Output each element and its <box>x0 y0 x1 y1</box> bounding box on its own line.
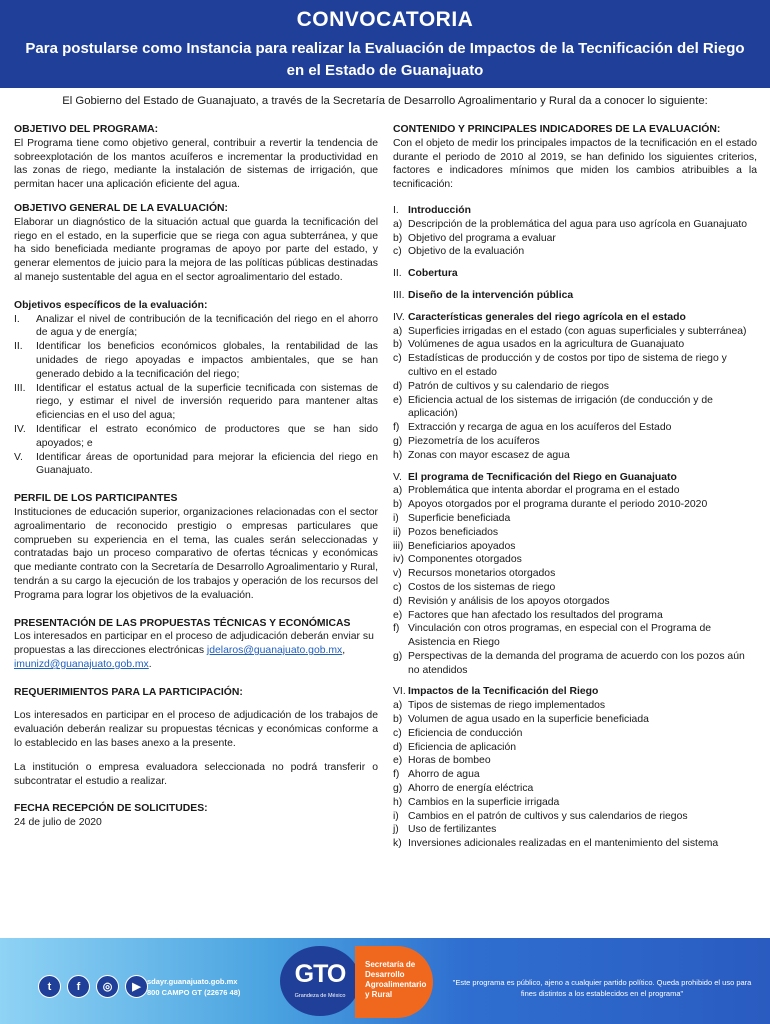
item-text: Recursos monetarios otorgados <box>408 568 556 580</box>
item-letter: d) <box>393 380 403 392</box>
item-letter: i) <box>393 512 399 524</box>
section-title: Introducción <box>408 204 471 216</box>
fecha-title: FECHA RECEPCIÓN DE SOLICITUDES: <box>14 803 208 815</box>
indicadores-sections <box>393 192 757 851</box>
section-roman: I. <box>393 204 399 216</box>
section-heading <box>393 685 757 699</box>
item-letter: f) <box>393 422 400 434</box>
item-text: Objetivo de la evaluación <box>408 246 525 258</box>
item-text: Eficiencia actual de los sistemas de irrigación (de conducción y de aplicación) <box>408 394 713 420</box>
item-letter: h) <box>393 449 403 461</box>
section-item <box>393 218 757 232</box>
instagram-icon[interactable]: ◎ <box>96 975 119 998</box>
secretaria-line: Agroalimentario <box>365 980 427 989</box>
item-text: Problemática que intenta abordar el programa en el estado <box>408 485 680 497</box>
section-item <box>393 713 757 727</box>
item-letter: b) <box>393 499 403 511</box>
section-heading <box>393 311 757 325</box>
item-number: III. <box>14 382 26 394</box>
section-item <box>393 595 757 609</box>
section-title: Características generales del riego agrícola en el estado <box>408 311 686 323</box>
item-letter: d) <box>393 595 403 607</box>
item-text: Pozos beneficiados <box>408 526 499 538</box>
item-text: Costos de los sistemas de riego <box>408 581 556 593</box>
section-item <box>393 823 757 837</box>
item-text: Patrón de cultivos y su calendario de riegos <box>408 380 609 392</box>
section-item <box>393 810 757 824</box>
email-link-jdelaros[interactable]: jdelaros@guanajuato.gob.mx <box>206 645 343 657</box>
section-items <box>393 699 757 851</box>
item-text: Cambios en el patrón de cultivos y sus calendarios de riegos <box>408 810 688 822</box>
item-letter: b) <box>393 714 403 726</box>
contact-info <box>147 976 240 998</box>
item-letter: f) <box>393 769 400 781</box>
item-text: Estadísticas de producción y de costos por tipo de sistema de riego y cultivo en el estado <box>408 353 727 378</box>
item-text: Factores que han afectado los resultados del programa <box>408 609 663 621</box>
header-banner <box>0 0 770 88</box>
youtube-icon[interactable]: ▶ <box>125 975 148 998</box>
section-item <box>393 484 757 498</box>
objetivo-evaluacion-text: Elaborar un diagnóstico de la situación actual que guarda la tecnificación del riego en el estado, en la superficie que se riega con agua subterránea, y que ha sido beneficiada mediante programas de apoyo por parte del estado, y generar elementos de juicio para la mejora de las políticas públicas destinadas al manejo sustentable del agua en el sector agroalimentario del estado. <box>14 216 378 283</box>
section-item <box>393 837 757 851</box>
secretaria-name <box>365 960 426 1000</box>
requerimientos-text-2: La institución o empresa evaluadora seleccionada no podrá transferir o subcontratar el estudio a realizar. <box>14 761 378 787</box>
item-letter: iii) <box>393 540 404 552</box>
objetivo-programa-text: El Programa tiene como objetivo general, contribuir a revertir la tendencia de sobreexplotación de los mantos acuíferos e incrementar la productividad en las zonas de riego, mediante la instalación de sistemas de irrigación, que permitan hacer una aplicación eficiente del agua. <box>14 137 378 191</box>
item-text: Zonas con mayor escasez de agua <box>408 449 570 461</box>
section-item <box>393 380 757 394</box>
contenido-text: Con el objeto de medir los principales impactos de la tecnificación en el estado durante el periodo de 2010 al 2019, se han definido los siguientes criterios, factores e indicadores mínimos que miden los cambios atribuibles a la tecnificación: <box>393 137 757 191</box>
section-title: Cobertura <box>408 268 458 280</box>
objetivos-especificos-list <box>14 313 378 479</box>
item-text: Identificar los beneficios económicos globales, la rentabilidad de las unidades de riego apoyadas e impactos ambientales, que se han generado debido a la tecnificación del riego; <box>36 341 378 380</box>
secretaria-line: Secretaría de <box>365 960 416 969</box>
section-item <box>393 526 757 540</box>
item-letter: e) <box>393 609 403 621</box>
page-title: CONVOCATORIA <box>296 8 474 31</box>
objetivo-especifico-item <box>14 423 378 451</box>
requerimientos-title: REQUERIMIENTOS PARA LA PARTICIPACIÓN: <box>14 686 243 698</box>
section-item <box>393 622 757 650</box>
item-text: Identificar áreas de oportunidad para mejorar la eficiencia del riego en Guanajuato. <box>36 451 378 477</box>
item-letter: iv) <box>393 554 404 566</box>
email-separator: , <box>342 645 346 657</box>
item-text: Inversiones adicionales realizadas en el mantenimiento del sistema <box>408 838 719 850</box>
item-letter: k) <box>393 838 402 850</box>
objetivo-especifico-item <box>14 340 378 381</box>
section-item <box>393 352 757 380</box>
item-letter: e) <box>393 755 403 767</box>
section-items <box>393 484 757 677</box>
presentacion-text: Los interesados en participar en el proceso de adjudicación deberán enviar su propuestas a las direcciones electrónicas <box>14 631 374 657</box>
section-item <box>393 609 757 623</box>
presentacion-paragraph <box>14 630 378 671</box>
item-number: V. <box>14 451 23 463</box>
item-text: Apoyos otorgados por el programa durante el periodo 2010-2020 <box>408 499 708 511</box>
item-letter: h) <box>393 796 403 808</box>
twitter-icon[interactable]: t <box>38 975 61 998</box>
item-text: Volumen de agua usado en la superficie beneficiada <box>408 714 649 726</box>
email-link-imunizd[interactable]: imunizd@guanajuato.gob.mx <box>14 658 149 670</box>
item-letter: e) <box>393 394 403 406</box>
item-text: Horas de bombeo <box>408 755 491 767</box>
item-text: Revisión y análisis de los apoyos otorgados <box>408 595 610 607</box>
item-text: Tipos de sistemas de riego implementados <box>408 700 606 712</box>
section-item <box>393 782 757 796</box>
section-item <box>393 512 757 526</box>
section-item <box>393 232 757 246</box>
item-number: IV. <box>14 423 26 435</box>
section-item <box>393 435 757 449</box>
section-roman: III. <box>393 289 405 301</box>
objetivo-especifico-item <box>14 451 378 479</box>
gto-logo-slogan: Grandeza de México <box>294 993 346 999</box>
facebook-icon[interactable]: f <box>67 975 90 998</box>
section-item <box>393 394 757 422</box>
requerimientos-text-1: Los interesados en participar en el proceso de adjudicación de los trabajos de evaluación deberán realizar su propuestas técnicas y económicas conforme a lo establecido en las bases anexo a la presente. <box>14 710 378 750</box>
item-text: Descripción de la problemática del agua para uso agrícola en Guanajuato <box>408 218 748 230</box>
item-text: Superficies irrigadas en el estado (con aguas superficiales y subterránea) <box>408 325 747 337</box>
section-item <box>393 650 757 678</box>
item-text: Objetivo del programa a evaluar <box>408 232 556 244</box>
section-title: Diseño de la intervención pública <box>408 289 574 301</box>
section-item <box>393 325 757 339</box>
right-column <box>393 123 757 851</box>
presentacion-title: PRESENTACIÓN DE LAS PROPUESTAS TÉCNICAS Y ECONÓMICAS <box>14 617 351 629</box>
item-text: Ahorro de agua <box>408 769 480 781</box>
perfil-text: Instituciones de educación superior, organizaciones relacionadas con el sector agroalimentario de reconocido prestigio o empresas particulares que comprueben su experiencia en el tema, las cuales serán seleccionadas y contratadas bajo un proceso comparativo de ofertas técnicas y económicas que mediante contrato con la Secretaría de Desarrollo Agroalimentario y Rural, tendrán a su cargo la ejecución de los trabajos y operación de los recursos del Programa para lograr los objetivos de la evaluación. <box>14 506 378 601</box>
gto-logo-text: GTO <box>294 960 346 988</box>
item-letter: ii) <box>393 526 402 538</box>
item-letter: j) <box>393 824 399 836</box>
section-items <box>393 325 757 463</box>
objetivo-evaluacion-title: OBJETIVO GENERAL DE LA EVALUACIÓN: <box>14 202 228 214</box>
social-icons <box>38 975 148 998</box>
secretaria-ribbon <box>355 946 433 1018</box>
item-text: Cambios en la superficie irrigada <box>408 796 560 808</box>
section-item <box>393 727 757 741</box>
section-item <box>393 754 757 768</box>
item-letter: f) <box>393 623 400 635</box>
objetivo-especifico-item <box>14 382 378 423</box>
section-item <box>393 338 757 352</box>
item-letter: a) <box>393 700 403 712</box>
item-letter: a) <box>393 325 403 337</box>
phone-number: 800 CAMPO GT (22676 48) <box>147 988 241 997</box>
item-text: Eficiencia de aplicación <box>408 741 517 753</box>
section-roman: II. <box>393 268 402 280</box>
section-heading <box>393 289 757 303</box>
item-letter: b) <box>393 232 403 244</box>
section-item <box>393 581 757 595</box>
item-text: Volúmenes de agua usados en la agricultura de Guanajuato <box>408 339 685 351</box>
item-text: Ahorro de energía eléctrica <box>408 783 534 795</box>
item-letter: c) <box>393 727 402 739</box>
item-letter: c) <box>393 353 402 365</box>
objetivos-especificos-title: Objetivos específicos de la evaluación: <box>14 299 208 311</box>
item-letter: g) <box>393 435 403 447</box>
contenido-title: CONTENIDO Y PRINCIPALES INDICADORES DE LA EVALUACIÓN: <box>393 124 721 135</box>
section-roman: VI. <box>393 686 406 698</box>
objetivo-especifico-item <box>14 313 378 341</box>
item-letter: g) <box>393 650 403 662</box>
section-item <box>393 421 757 435</box>
section-item <box>393 498 757 512</box>
section-items <box>393 218 757 259</box>
item-text: Extracción y recarga de agua en los acuíferos del Estado <box>408 422 672 434</box>
item-text: Eficiencia de conducción <box>408 727 523 739</box>
left-column <box>14 123 378 830</box>
section-heading <box>393 471 757 485</box>
section-item <box>393 796 757 810</box>
page-subtitle: Para postularse como Instancia para realizar la Evaluación de Impactos de la Tecnificación del Riego en el Estado de Guanajuato <box>25 40 745 79</box>
item-letter: a) <box>393 485 403 497</box>
section-item <box>393 449 757 463</box>
item-number: I. <box>14 313 20 325</box>
item-letter: b) <box>393 339 403 351</box>
section-heading <box>393 267 757 281</box>
item-text: Superficie beneficiada <box>408 512 511 524</box>
item-text: Componentes otorgados <box>408 554 522 566</box>
presentacion-end: . <box>148 658 152 670</box>
section-item <box>393 540 757 554</box>
section-title: El programa de Tecnificación del Riego en Guanajuato <box>408 471 677 483</box>
legal-disclaimer: "Este programa es público, ajeno a cualquier partido político. Queda prohibido el uso para fines distintos a los establecidos en el programa" <box>452 978 752 998</box>
item-letter: d) <box>393 741 403 753</box>
section-item <box>393 245 757 259</box>
section-item <box>393 699 757 713</box>
section-item <box>393 553 757 567</box>
item-letter: a) <box>393 218 403 230</box>
section-title: Impactos de la Tecnificación del Riego <box>408 686 599 698</box>
section-roman: IV. <box>393 311 405 323</box>
perfil-title: PERFIL DE LOS PARTICIPANTES <box>14 493 178 505</box>
item-text: Analizar el nivel de contribución de la tecnificación del riego en el ahorro de agua y de energía; <box>36 313 378 339</box>
item-text: Uso de fertilizantes <box>408 824 497 836</box>
item-text: Identificar el estatus actual de la superficie tecnificada con sistemas de riego, y estimar el nivel de inversión requerido para mantener altas eficiencias en el uso del agua; <box>36 382 378 422</box>
website-link[interactable]: sdayr.guanajuato.gob.mx <box>147 977 238 986</box>
fecha-text: 24 de julio de 2020 <box>14 817 102 829</box>
objetivo-programa-title: OBJETIVO DEL PROGRAMA: <box>14 124 159 135</box>
item-text: Perspectivas de la demanda del programa de acuerdo con los pozos aún no atendidos <box>408 650 745 676</box>
gto-logo <box>280 946 360 1016</box>
item-letter: i) <box>393 810 399 822</box>
item-letter: v) <box>393 568 402 580</box>
item-text: Beneficiarios apoyados <box>408 540 516 552</box>
intro-text: El Gobierno del Estado de Guanajuato, a través de la Secretaría de Desarrollo Agroalimentario y Rural da a conocer lo siguiente: <box>62 95 708 107</box>
item-text: Piezometría de los acuíferos <box>408 435 540 447</box>
item-text: Vinculación con otros programas, en especial con el Programa de Asistencia en Riego <box>408 623 712 649</box>
item-letter: c) <box>393 581 402 593</box>
item-number: II. <box>14 341 23 353</box>
section-item <box>393 768 757 782</box>
section-heading <box>393 204 757 218</box>
item-text: Identificar el estrato económico de productores que se han sido apoyados; e <box>36 423 378 449</box>
section-item <box>393 567 757 581</box>
item-letter: c) <box>393 246 402 258</box>
secretaria-line: y Rural <box>365 990 393 999</box>
secretaria-line: Desarrollo <box>365 970 405 979</box>
item-letter: g) <box>393 783 403 795</box>
section-roman: V. <box>393 471 402 483</box>
section-item <box>393 741 757 755</box>
